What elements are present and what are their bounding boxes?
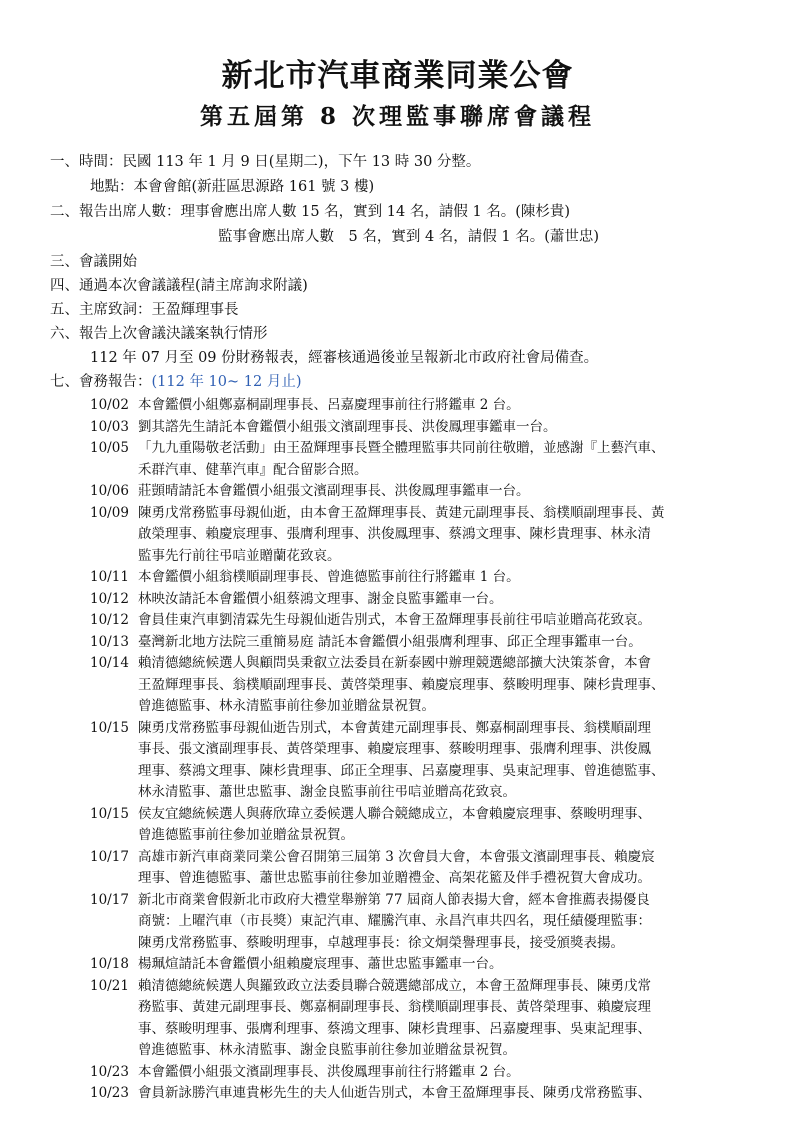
entry-text: 劉其譗先生請託本會鑑價小組張文濱副理事長、洪俊鳳理事鑑車一台。 <box>138 418 557 435</box>
entry-date: 10/09 <box>90 504 129 521</box>
section-3: 三、會議開始 <box>50 254 137 270</box>
entry-text-cont: 理事、曾進德監事、蕭世忠監事前往參加並贈禮金、高架花籃及伴手禮祝賀大會成功。 <box>138 870 651 886</box>
entry-date: 10/02 <box>90 397 129 413</box>
entry-date: 10/06 <box>90 483 129 499</box>
page-title: 新北市汽車商業同業公會 <box>221 58 574 94</box>
entry-text-cont: 王盈輝理事長、翁樸順副理事長、黃啓榮理事、賴慶宸理事、蔡畯明理事、陳杉貴理事、 <box>138 676 665 693</box>
entry-text: 臺灣新北地方法院三重簡易庭 請託本會鑑價小組張膺利理事、邱正全理事鑑車一台。 <box>138 633 642 650</box>
entry-text-cont: 監事先行前往弔唁並贈蘭花致哀。 <box>138 547 341 564</box>
entry-text: 會員新詠勝汽車連貴彬先生的夫人仙逝告別式，本會王盈輝理事長、陳勇戊常務監事、 <box>138 1085 651 1101</box>
entry-text: 林映汝請託本會鑑價小組蔡鴻文理事、謝金良監事鑑車一台。 <box>138 590 503 607</box>
section-6-detail: 112 年 07 月至 09 份財務報表，經審核通過後並呈報新北市政府社會局備查。 <box>90 350 599 366</box>
entry-text-cont: 曾進德監事、林永清監事前往參加並贈盆景祝賀。 <box>138 698 435 714</box>
entry-text-cont: 理事、蔡鴻文理事、陳杉貴理事、邱正全理事、呂嘉慶理事、吳東記理事、曾進德監事、 <box>138 762 665 779</box>
entry-text: 陳勇戊常務監事母親仙逝告別式，本會黃建元副理事長、鄭嘉桐副理事長、翁樸順副理 <box>138 719 651 736</box>
entry-text: 侯友宜總統候選人與蔣欣瑋立委候選人聯合競總成立，本會賴慶宸理事、蔡畯明理事、 <box>138 805 651 822</box>
section-7-label: 七、會務報告： <box>50 374 152 390</box>
entry-text: 賴清德總統候選人與羅致政立法委員聯合競選總部成立，本會王盈輝理事長、陳勇戊常 <box>138 977 651 994</box>
entry-date: 10/05 <box>90 440 129 456</box>
section-1-time: 一、時間：民國 113 年 1 月 9 日(星期二)，下午 13 時 30 分整。 <box>50 154 481 170</box>
section-6: 六、報告上次會議決議案執行情形 <box>50 326 268 342</box>
section-4: 四、通過本次會議議程(請主席詢求附議) <box>50 278 308 294</box>
entry-text-cont: 啟榮理事、賴慶宸理事、張膺利理事、洪俊鳳理事、蔡鴻文理事、陳杉貴理事、林永清 <box>138 526 651 542</box>
entry-date: 10/21 <box>90 977 129 994</box>
entry-date: 10/11 <box>90 569 129 585</box>
entry-date: 10/18 <box>90 956 129 972</box>
section-5: 五、主席致詞：王盈輝理事長 <box>50 302 239 318</box>
entry-text-cont: 陳勇戊常務監事、蔡畯明理事，卓越理事長：徐文炯榮譽理事長，接受頒獎表揚。 <box>138 934 624 951</box>
entry-date: 10/14 <box>90 655 129 671</box>
entry-text: 賴清德總統候選人與顧問吳秉叡立法委員在新泰國中辦理競選總部擴大決策茶會，本會 <box>138 655 651 671</box>
entry-text-cont: 曾進德監事前往參加並贈盆景祝賀。 <box>138 827 354 843</box>
entry-text-cont: 林永清監事、蕭世忠監事、謝金良監事前往弔唁並贈高花致哀。 <box>138 784 516 800</box>
entry-date: 10/15 <box>90 805 129 822</box>
section-7-range: (112 年 10~ 12 月止) <box>151 374 302 390</box>
entry-text-cont: 禾群汽車、健華汽車』配合留影合照。 <box>138 461 368 478</box>
entry-text-cont: 事長、張文濱副理事長、黃啓榮理事、賴慶宸理事、蔡畯明理事、張膺利理事、洪俊鳳 <box>138 741 651 757</box>
entry-date: 10/03 <box>90 418 129 435</box>
entry-text: 本會鑑價小組張文濱副理事長、洪俊鳳理事前往行將鑑車 2 台。 <box>138 1063 520 1080</box>
entry-date: 10/17 <box>90 848 129 865</box>
entry-text: 「九九重陽敬老活動」由王盈輝理事長暨全體理監事共同前往敬贈，並感謝『上藝汽車、 <box>138 440 665 456</box>
entry-date: 10/12 <box>90 590 129 607</box>
entry-text-cont: 事、蔡畯明理事、張膺利理事、蔡鴻文理事、陳杉貴理事、呂嘉慶理事、吳東記理事、 <box>138 1020 651 1037</box>
entry-text: 陳勇戊常務監事母親仙逝，由本會王盈輝理事長、黃建元副理事長、翁樸順副理事長、黃 <box>138 504 665 521</box>
page-subtitle: 第五屆第 8 次理監事聯席會議程 <box>199 103 596 130</box>
entry-text: 高雄市新汽車商業同業公會召開第三屆第 3 次會員大會，本會張文濱副理事長、賴慶宸 <box>138 848 655 865</box>
entry-text: 莊顗晴請託本會鑑價小組張文濱副理事長、洪俊鳳理事鑑車一台。 <box>138 483 530 499</box>
section-2-supervisors: 監事會應出席人數 5 名，實到 4 名，請假 1 名。(蕭世忠) <box>218 229 600 245</box>
entry-text: 本會鑑價小組翁樸順副理事長、曾進德監事前往行將鑑車 1 台。 <box>138 569 520 585</box>
entry-date: 10/12 <box>90 612 129 628</box>
entry-text: 新北市商業會假新北市政府大禮堂舉辦第 77 屆商人節表揚大會，經本會推薦表揚優良 <box>138 891 650 908</box>
entry-text-cont: 商號：上曜汽車（市長獎）東記汽車、耀騰汽車、永昌汽車共四名，現任績優理監事： <box>138 913 651 929</box>
entry-date: 10/23 <box>90 1063 129 1080</box>
section-2-attendance: 二、報告出席人數：理事會應出席人數 15 名，實到 14 名，請假 1 名。(陳杉貴) <box>50 204 571 220</box>
entry-text-cont: 務監事、黃建元副理事長、鄭嘉桐副理事長、翁樸順副理事長、黃啓榮理事、賴慶宸理 <box>138 999 651 1015</box>
entry-text: 本會鑑價小組鄭嘉桐副理事長、呂嘉慶理事前往行將鑑車 2 台。 <box>138 397 520 413</box>
entry-text: 會員佳東汽車劉清霖先生母親仙逝告別式，本會王盈輝理事長前往弔唁並贈高花致哀。 <box>138 612 651 628</box>
entry-date: 10/13 <box>90 633 129 650</box>
entry-text: 楊珮煊請託本會鑑價小組賴慶宸理事、蕭世忠監事鑑車一台。 <box>138 956 503 972</box>
entry-text-cont: 曾進德監事、林永清監事、謝金良監事前往參加並贈盆景祝賀。 <box>138 1042 516 1058</box>
entry-date: 10/17 <box>90 891 129 908</box>
section-7 <box>50 372 301 392</box>
section-1-place: 地點：本會會館(新莊區思源路 161 號 3 樓) <box>90 179 375 195</box>
entry-date: 10/15 <box>90 719 129 736</box>
entry-date: 10/23 <box>90 1085 129 1101</box>
